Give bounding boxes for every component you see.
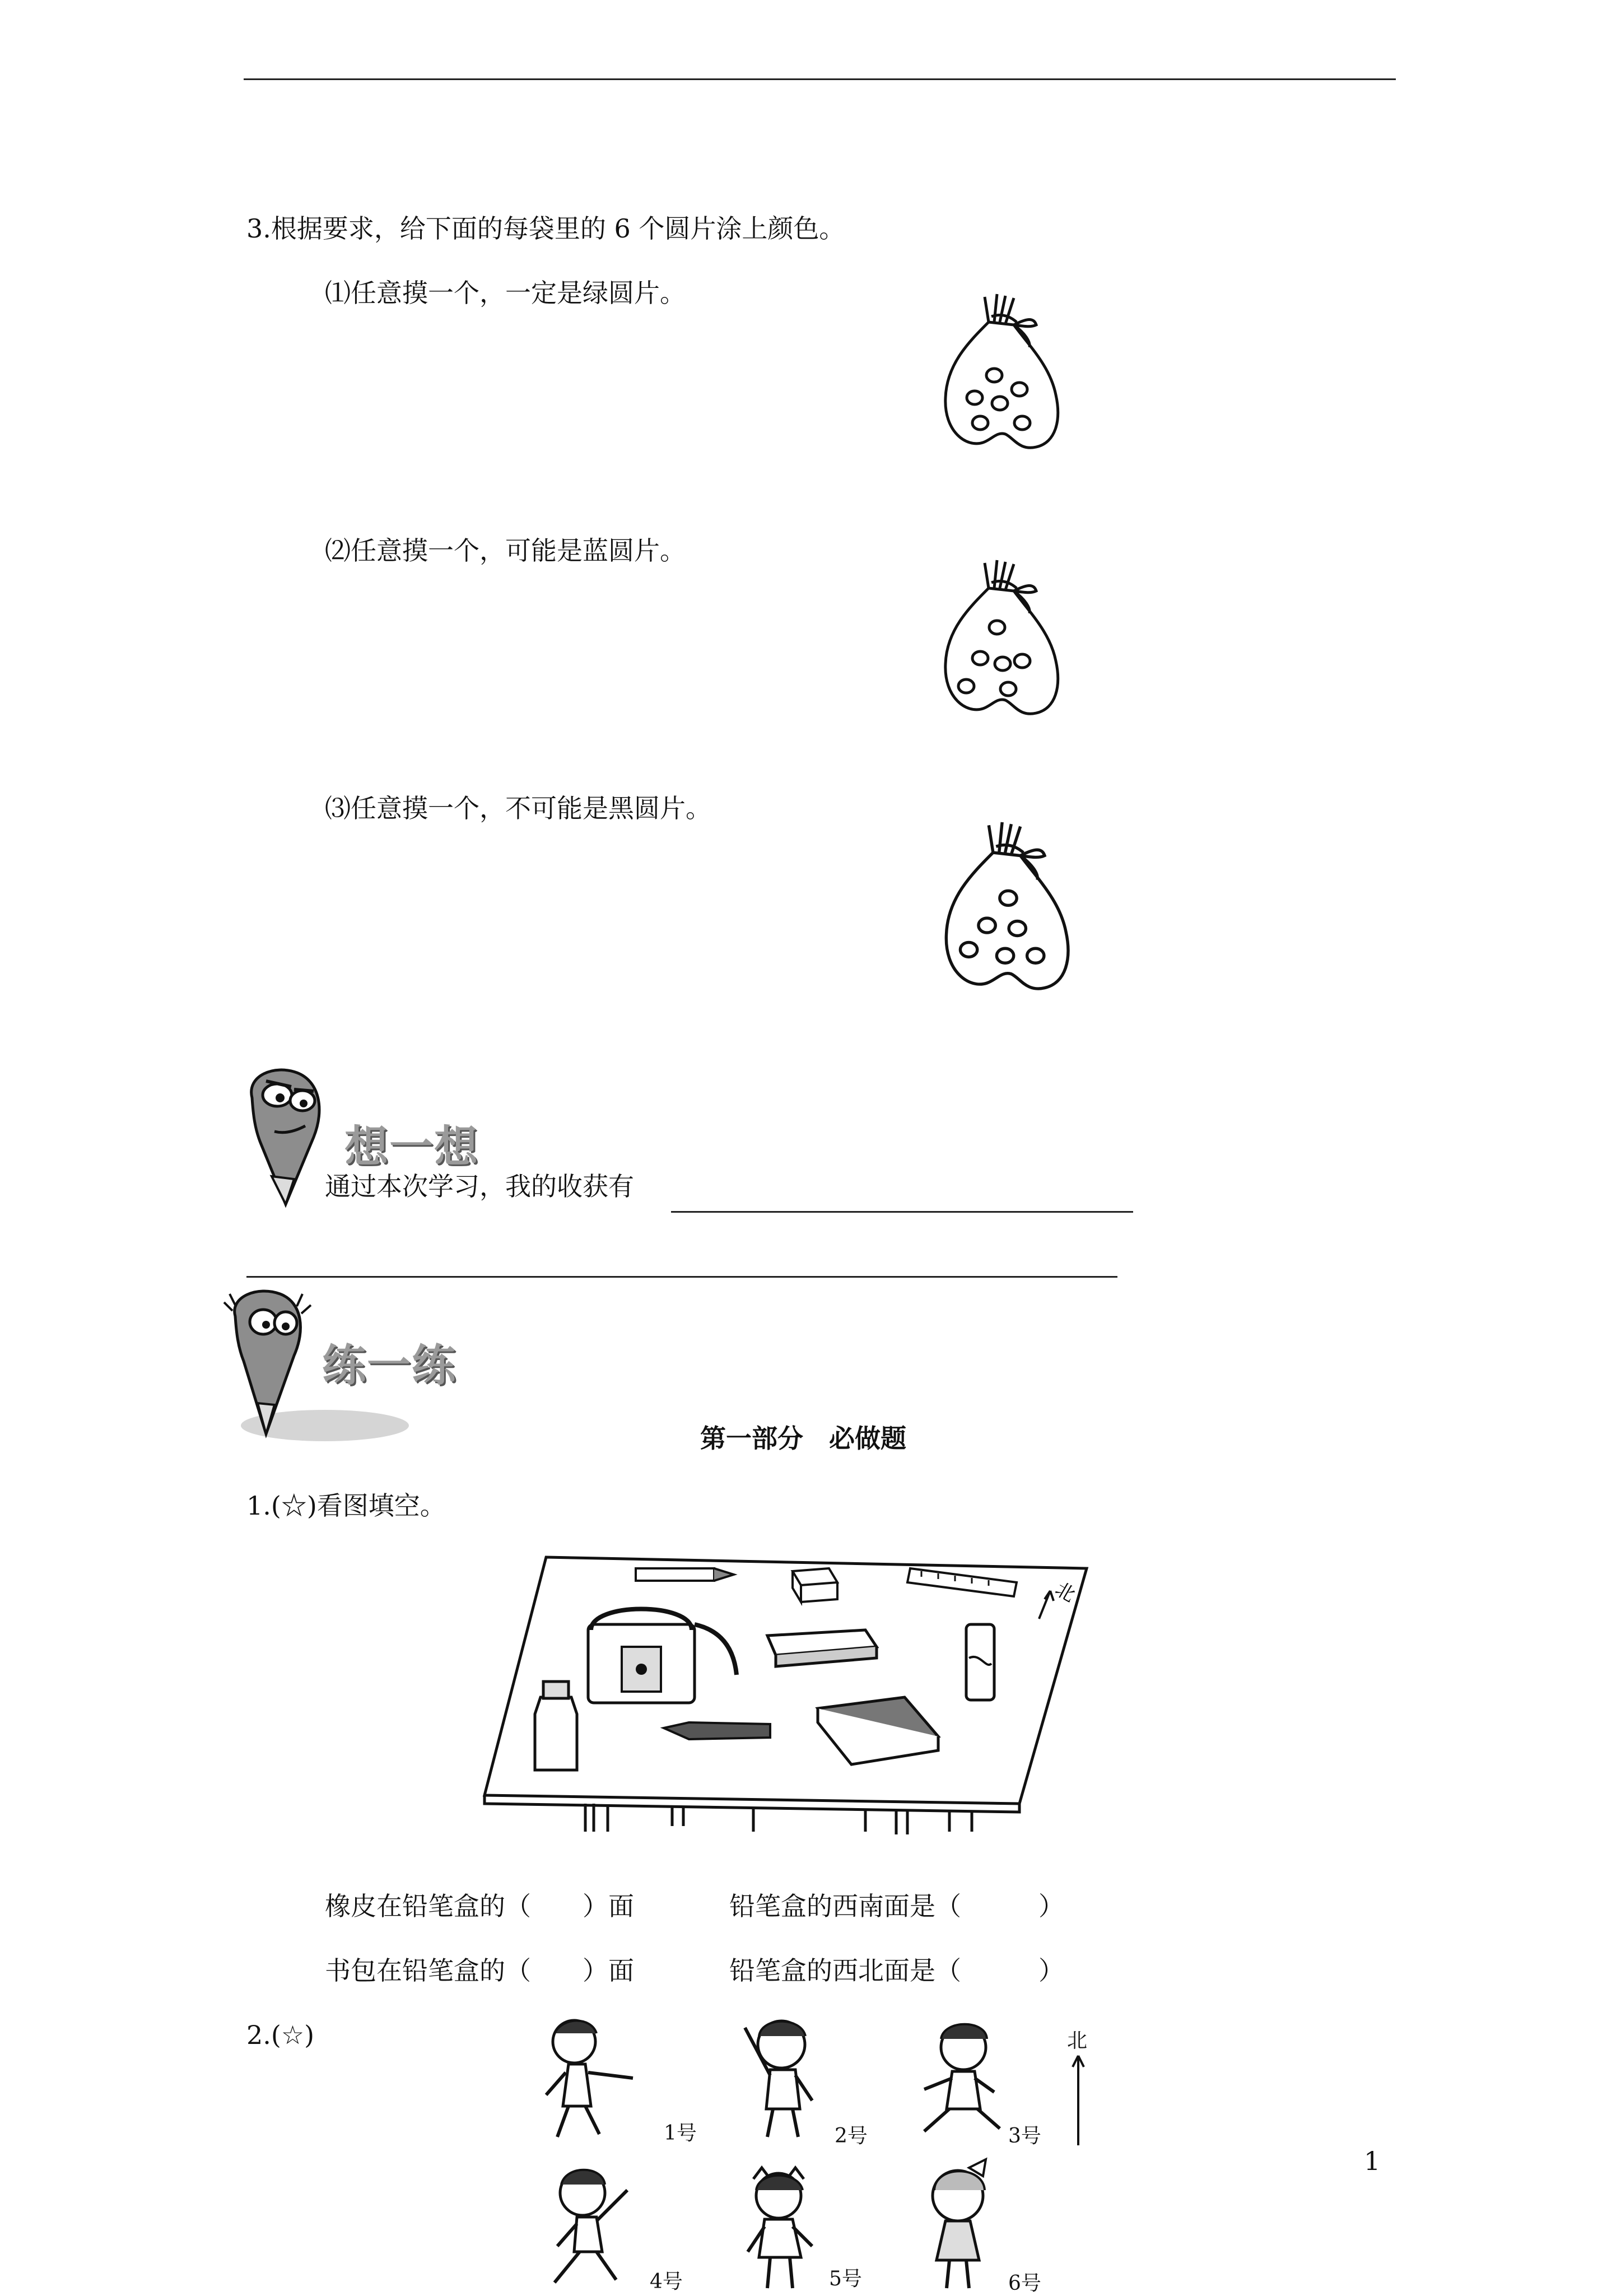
bag-illustration-3[interactable] xyxy=(935,807,1081,1014)
desk-north-label: 北 xyxy=(1051,1577,1079,1607)
practice-banner: 练一练 xyxy=(322,1340,457,1391)
answer-blank-line-1[interactable] xyxy=(671,1211,1133,1213)
q1-blank-2-left: 书包在铅笔盒的（ ）面 xyxy=(325,1955,634,1986)
section-title: 第一部分 必做题 xyxy=(700,1423,906,1454)
q3-item-1: ⑴任意摸一个，一定是绿圆片。 xyxy=(325,278,686,308)
q3-item-2: ⑵任意摸一个，可能是蓝圆片。 xyxy=(325,535,686,566)
compass-north-label: 北 xyxy=(1067,2029,1088,2052)
q3-item-3: ⑶任意摸一个，不可能是黑圆片。 xyxy=(325,793,711,823)
q1-blank-1-left: 橡皮在铅笔盒的（ ）面 xyxy=(325,1891,634,1921)
q3-title: 3.根据要求，给下面的每袋里的 6 个圆片涂上颜色。 xyxy=(246,213,845,244)
q2-title: 2.(☆) xyxy=(246,2020,315,2050)
bag-illustration-1[interactable] xyxy=(935,291,1070,459)
north-arrow-icon xyxy=(1067,2050,1089,2145)
answer-blank-line-2[interactable] xyxy=(246,1276,1117,1278)
kid-figure-3 xyxy=(902,2016,1019,2145)
kid-figure-1 xyxy=(535,2016,653,2145)
think-banner: 想一想 xyxy=(344,1122,479,1172)
kid-label-4: 4号 xyxy=(650,2270,683,2293)
kid-figure-5 xyxy=(725,2162,837,2291)
desk-illustration xyxy=(479,1535,1095,1837)
think-prompt: 通过本次学习，我的收获有 xyxy=(325,1171,634,1201)
page-number: 1 xyxy=(1364,2146,1381,2176)
kid-figure-2 xyxy=(728,2011,840,2145)
q1-blank-2-right: 铅笔盒的西北面是（ ） xyxy=(729,1955,1064,1986)
kid-figure-4 xyxy=(543,2162,655,2291)
kid-label-2: 2号 xyxy=(835,2125,868,2148)
pencil-mascot-think-icon xyxy=(235,1064,336,1210)
bag-illustration-2[interactable] xyxy=(935,555,1070,728)
q1-blank-1-right: 铅笔盒的西南面是（ ） xyxy=(729,1891,1064,1921)
kid-figure-6 xyxy=(907,2157,1019,2291)
header-rule xyxy=(244,78,1396,80)
q1-title: 1.(☆)看图填空。 xyxy=(246,1491,446,1521)
kid-label-5: 5号 xyxy=(829,2267,862,2290)
kid-label-3: 3号 xyxy=(1008,2125,1041,2148)
kid-label-1: 1号 xyxy=(664,2122,697,2145)
kid-label-6: 6号 xyxy=(1008,2272,1041,2295)
